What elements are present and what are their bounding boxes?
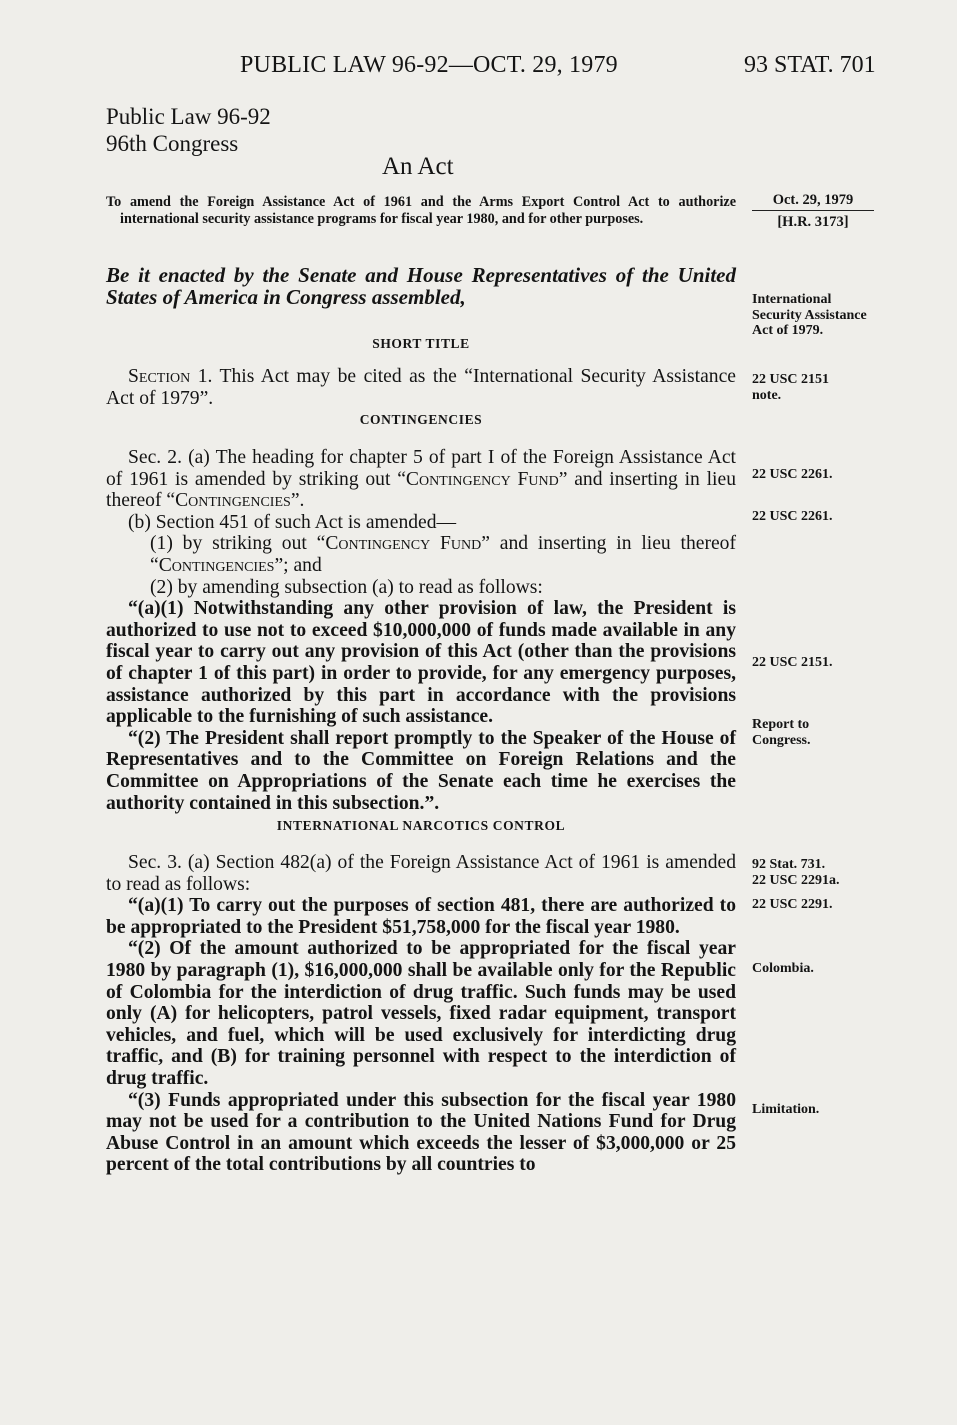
margin-usc-2291: 22 USC 2291.	[752, 897, 833, 912]
section-3a: Sec. 3. (a) Section 482(a) of the Foreign Assistance Act of 1961 is amended to read as follows:	[106, 852, 736, 895]
margin-short-title: International Security Assistance Act of 1979.	[752, 292, 867, 338]
section-2-quote-2: “(2) The President shall report promptly to the Speaker of the House of Representatives and to the Committee on Foreign Relations and the Committee on Appropriations of the Senate each time he exercises the authority contained in this subsection.”.	[106, 727, 736, 814]
header-stat-page: 93 STAT. 701	[744, 52, 876, 78]
margin-92-stat-731: 92 Stat. 731.	[752, 857, 826, 872]
section-3-quote-2: “(2) Of the amount authorized to be appropriated for the fiscal year 1980 by paragraph (1), $16,000,000 shall be available only for the Republic of Colombia for the interdiction of drug traffic. Such funds may be used only (A) for helicopters, patrol vessels, fixed radar equipment, transport vehicles, and fuel, which will be used exclusively for interdicting drug traffic, and (B) for training personnel with respect to the interdiction of drug traffic.	[106, 938, 736, 1089]
act-heading: An Act	[382, 153, 454, 180]
header-title: PUBLIC LAW 96-92—OCT. 29, 1979	[240, 52, 618, 78]
enactment-date: Oct. 29, 1979	[752, 192, 874, 211]
heading-narcotics-control: INTERNATIONAL NARCOTICS CONTROL	[276, 818, 566, 833]
section-3	[106, 852, 736, 1176]
section-2b: (b) Section 451 of such Act is amended—	[128, 511, 457, 533]
margin-colombia: Colombia.	[752, 961, 814, 976]
section-2a: Sec. 2. (a) The heading for chapter 5 of part I of the Foreign Assistance Act of 1961 is amended by striking out “Contingency Fund” and inserting in lieu thereof “Contingencies”.	[106, 447, 736, 512]
margin-limitation: Limitation.	[752, 1102, 820, 1117]
enactment-date-note	[752, 192, 874, 231]
margin-usc-2151-note: 22 USC 2151 note.	[752, 372, 830, 403]
enacting-clause: Be it enacted by the Senate and House Representatives of the United States of America in Congress assembled,	[106, 263, 736, 309]
congress-number: 96th Congress	[106, 131, 239, 156]
section-1	[106, 366, 736, 409]
section-2-quote-1: “(a)(1) Notwithstanding any other provision of law, the President is authorized to use not to exceed $10,000,000 of funds made available in any fiscal year to carry out any provision of this Act (other than the provisions of chapter 1 of this part) in order to provide, for any emergency purposes, assistance authorized by this part in accordance with the provisions applicable to the furnishing of such assistance.	[106, 598, 736, 728]
section-3-quote-3: “(3) Funds appropriated under this subsection for the fiscal year 1980 may not be used for a contribution to the United Nations Fund for Drug Abuse Control in an amount which exceeds the lesser of $3,000,000 or 25 percent of the total contributions by all countries to	[106, 1089, 736, 1176]
margin-usc-2261-b: 22 USC 2261.	[752, 509, 833, 524]
section-3-quote-1: “(a)(1) To carry out the purposes of section 481, there are authorized to be appropriated to the President $51,758,000 for the fiscal year 1980.	[106, 895, 736, 938]
heading-short-title: SHORT TITLE	[372, 336, 470, 351]
section-2b-2: (2) by amending subsection (a) to read as follows:	[150, 576, 543, 598]
running-header	[0, 52, 957, 84]
margin-report-to-congress: Report to Congress.	[752, 717, 811, 748]
bill-number: [H.R. 3173]	[777, 214, 849, 230]
margin-usc-2151: 22 USC 2151.	[752, 655, 833, 670]
section-1-label: Section	[128, 366, 191, 387]
margin-usc-2291a: 22 USC 2291a.	[752, 873, 840, 888]
section-2	[106, 447, 736, 814]
law-identifier	[106, 103, 271, 157]
heading-contingencies: CONTINGENCIES	[359, 412, 483, 427]
section-2b-1: (1) by striking out “Contingency Fund” and inserting in lieu thereof “Contingencies”; and	[150, 533, 737, 576]
margin-usc-2261-a: 22 USC 2261.	[752, 467, 833, 482]
act-purpose: To amend the Foreign Assistance Act of 1961 and the Arms Export Control Act to authorize international security assistance programs for fiscal year 1980, and for other purposes.	[106, 194, 736, 227]
law-number: Public Law 96-92	[106, 104, 271, 129]
section-1-text: 1. This Act may be cited as the “International Security Assistance Act of 1979”.	[106, 366, 736, 409]
